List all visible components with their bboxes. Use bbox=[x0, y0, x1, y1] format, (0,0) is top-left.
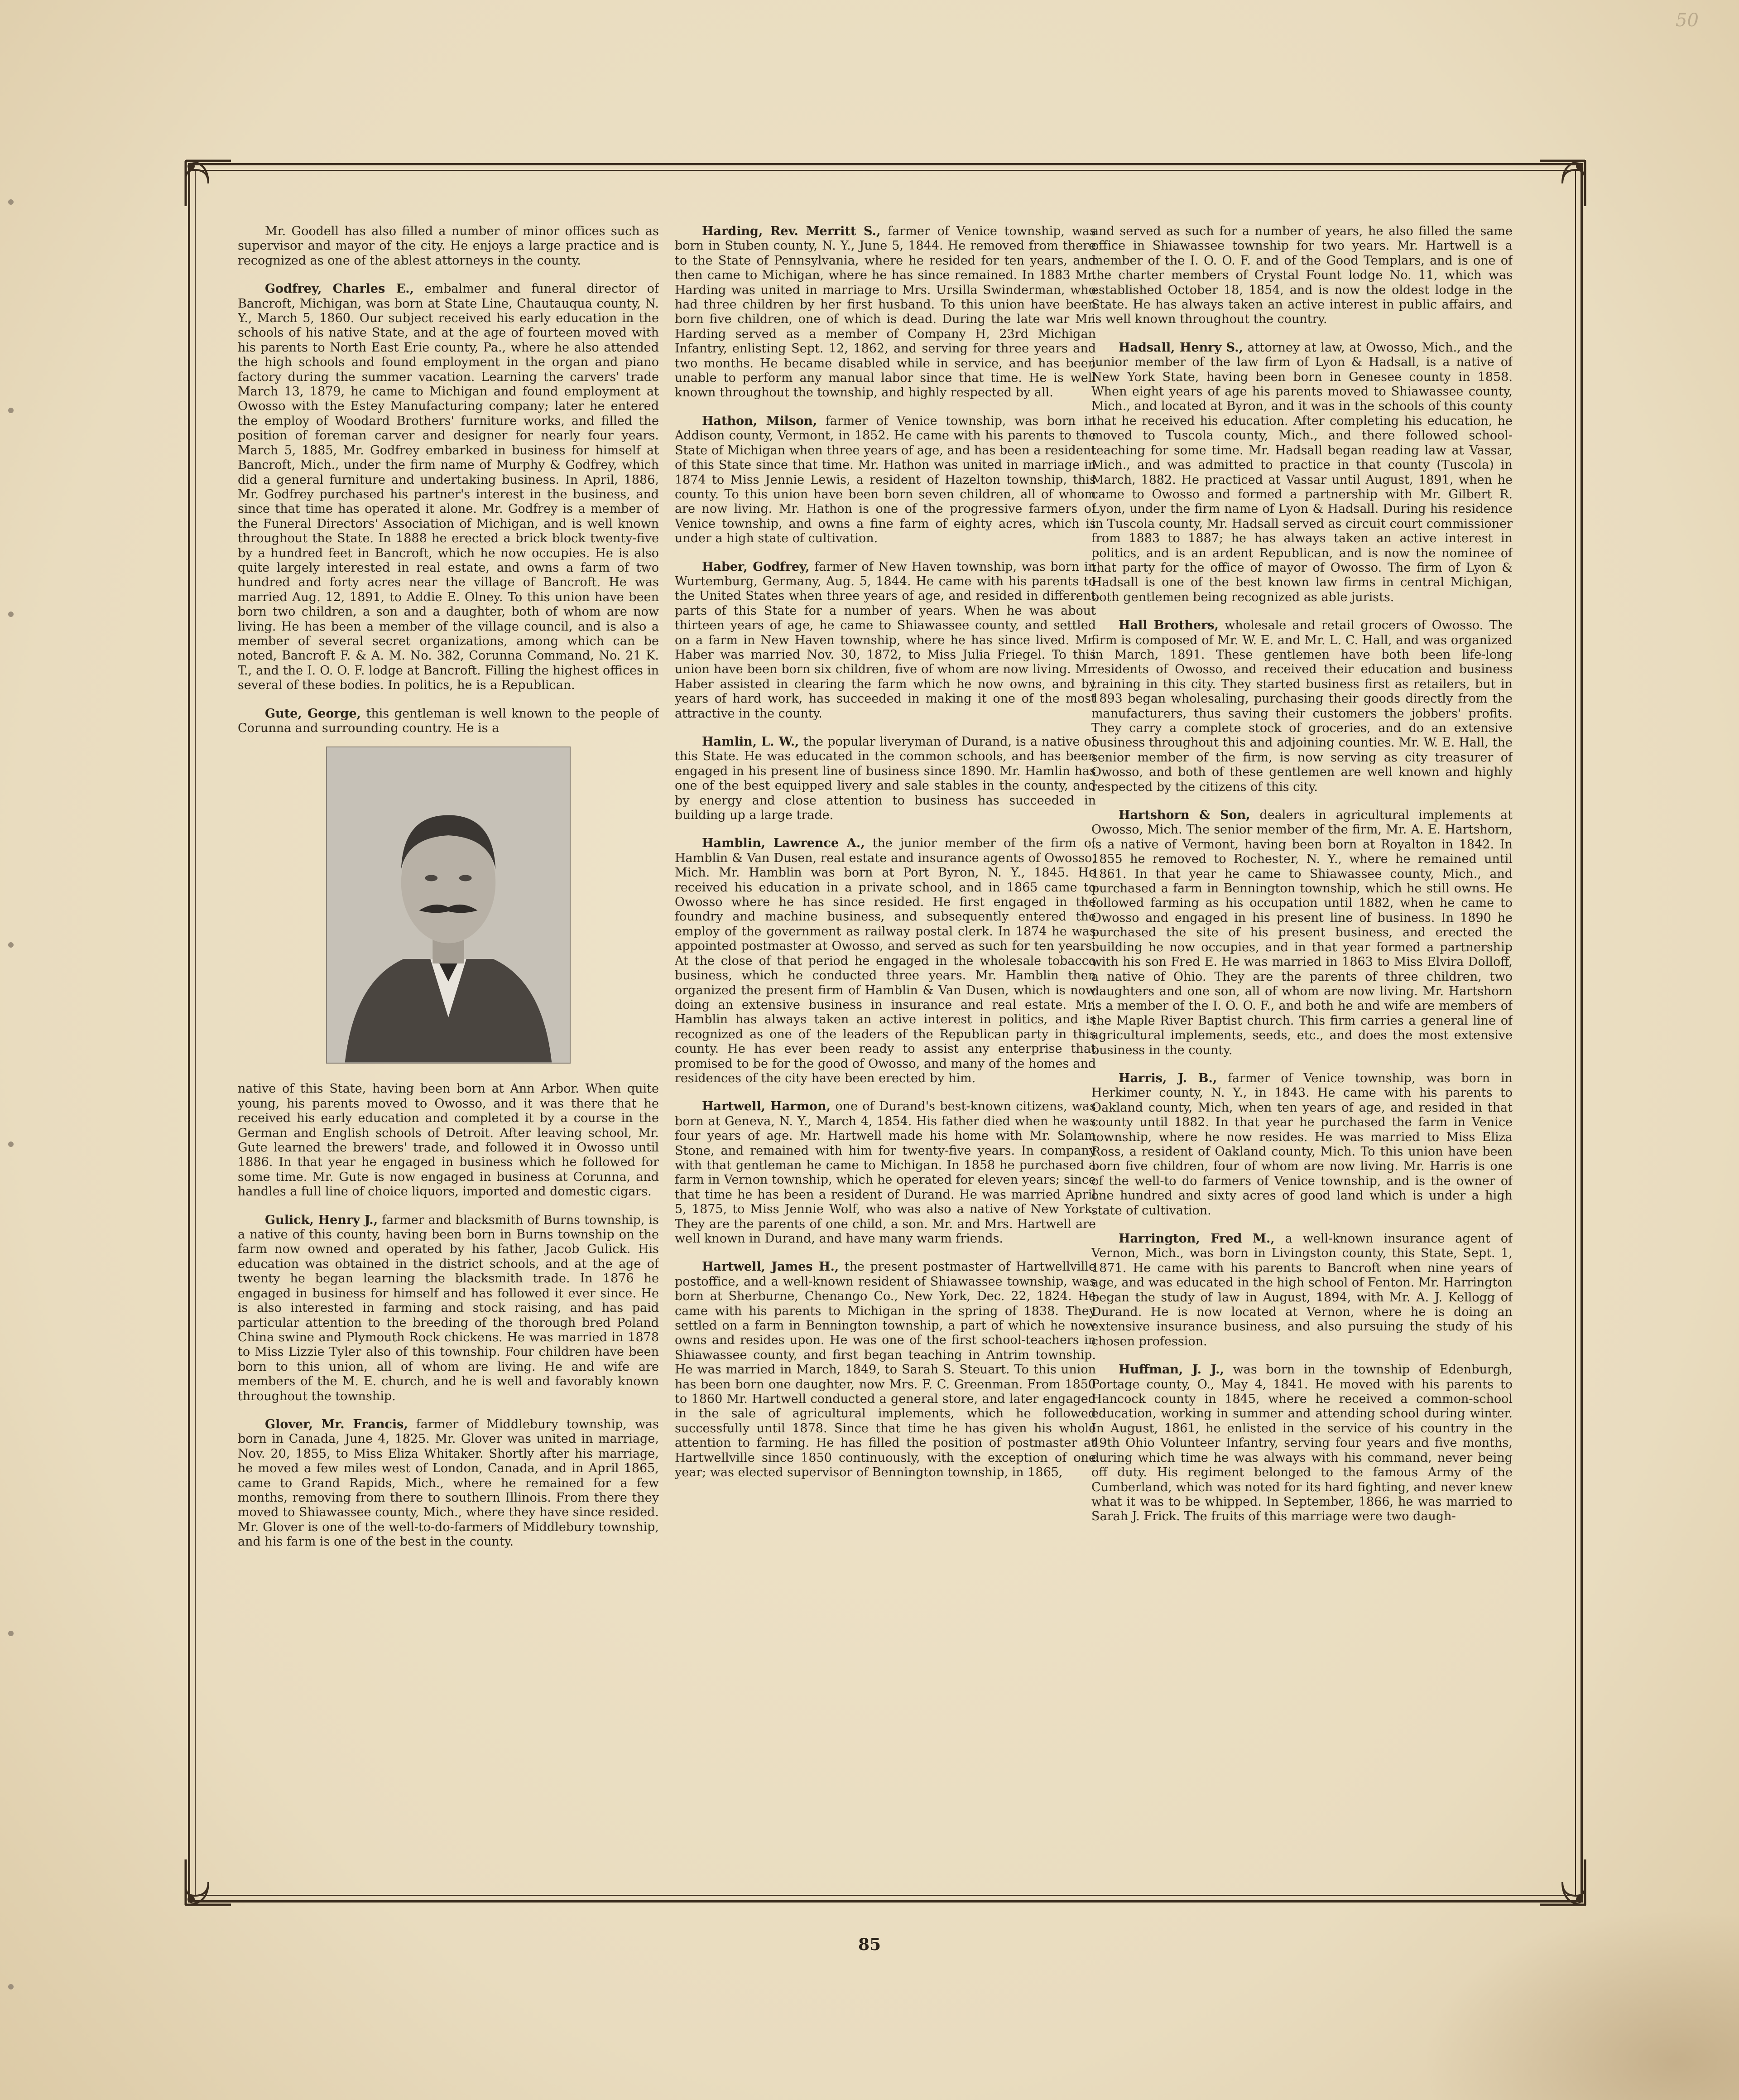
biography-entry bbox=[238, 1213, 659, 1404]
binding-hole bbox=[8, 199, 14, 205]
biography-entry bbox=[1091, 1071, 1513, 1218]
corner-ornament-icon bbox=[1535, 1855, 1590, 1909]
entry-name: Hamblin, Lawrence A., bbox=[702, 836, 865, 851]
entry-name: Gute, George, bbox=[265, 706, 361, 721]
entry-name: Godfrey, Charles E., bbox=[265, 282, 414, 296]
biography-entry bbox=[675, 735, 1096, 823]
corner-ornament-icon bbox=[181, 156, 235, 211]
entry-text: this gentleman is well known to the people of Corunna and surrounding country. He is a bbox=[238, 706, 659, 735]
continued-paragraph: native of this State, having been born at Ann Arbor. When quite young, his parents moved to Owosso, and it was there that he received his early education and completed it by a course in the German and English schools of Detroit. After leaving school, Mr. Gute learned the brewers' trade, and followed it in Owosso until 1886. In that year he engaged in business which he followed for some time. Mr. Gute is now engaged in business at Corunna, and handles a full line of choice liquors, imported and domestic cigars. bbox=[238, 1082, 659, 1199]
entry-name: Hathon, Milson, bbox=[702, 414, 817, 428]
entry-text: farmer of Venice township, was born in Addison county, Vermont, in 1852. He came with his parents to the State of Michigan when three years of age, and has been a resident of this State since that time. Mr. Hathon was united in marriage in 1874 to Miss Jennie Lewis, a resident of Hazelton township, this county. To this union have been born seven children, all of whom are now living. Mr. Hathon is one of the progressive farmers of Venice township, and owns a fine farm of eighty acres, which is under a high state of cultivation. bbox=[675, 414, 1096, 546]
biography-entry bbox=[675, 224, 1096, 400]
entry-text: farmer of New Haven township, was born in Wurtemburg, Germany, Aug. 5, 1844. He came with his parents to the United States when three years of age, and resided in different parts of this State for a number of years. When he was about thirteen years of age, he came to Shiawassee county, and settled on a farm in New Haven township, where he has since lived. Mr. Haber was married Nov. 30, 1872, to Miss Julia Friegel. To this union have been born six children, five of whom are now living. Mr. Haber assisted in clearing the farm which he now owns, and by years of hard work, has succeeded in making it one of the most attractive in the county. bbox=[675, 559, 1096, 721]
biography-entry bbox=[675, 414, 1096, 546]
binding-hole bbox=[8, 942, 14, 948]
entry-text: was born in the township of Edenburgh, Portage county, O., May 4, 1841. He moved with his parents to Hancock county in 1845, where he received a common-school education, working in summer and attending school during winter. In August, 1861, he enlisted in the service of his country in the 49th Ohio Volunteer Infantry, serving four years and five months, during which time he was always with his command, never being off duty. His regiment belonged to the famous Army of the Cumberland, which was noted for its hard fighting, and never knew what it was to be whipped. In September, 1866, he was married to Sarah J. Frick. The fruits of this marriage were two daugh- bbox=[1091, 1363, 1513, 1524]
entry-name: Hartwell, Harmon, bbox=[702, 1099, 831, 1114]
biography-entry bbox=[675, 836, 1096, 1086]
page-number: 85 bbox=[858, 1935, 881, 1954]
entry-name: Hall Brothers, bbox=[1119, 618, 1219, 633]
continued-paragraph: and served as such for a number of years, he also filled the same office in Shiawassee township for two years. Mr. Hartwell is a member of the I. O. O. F. and of the Good Templars, and is one of the charter members of Crystal Fount lodge No. 11, which was established October 18, 1854, and is now the oldest lodge in the State. He has always taken an active interest in public affairs, and is well known throughout the country. bbox=[1091, 224, 1513, 327]
biography-entry bbox=[238, 1417, 659, 1550]
entry-text: embalmer and funeral director of Bancroft, Michigan, was born at State Line, Chautauqua county, N. Y., March 5, 1860. Our subject received his early education in the schools of his native State, and at the age of fourteen moved with his parents to North East Erie county, Pa., where he also attended the high schools and found employment in the organ and piano factory during the summer vacation. Learning the carvers' trade March 13, 1879, he came to Michigan and found employment at Owosso with the Estey Manufacturing company; later he entered the employ of Woodard Brothers' furniture works, and filled the position of foreman carver and designer for nearly four years. March 5, 1885, Mr. Godfrey embarked in business for himself at Bancroft, Mich., under the firm name of Murphy & Godfrey, which did a general furniture and undertaking business. In April, 1886, Mr. Godfrey purchased his partner's interest in the business, and since that time has operated it alone. Mr. Godfrey is a member of the Funeral Directors' Association of Michigan, and is well known throughout the State. In 1888 he erected a brick block twenty-five by a hundred feet in Bancroft, which he now occupies. He is also quite largely interested in real estate, and owns a farm of two hundred and forty acres near the village of Bancroft. He was married Aug. 12, 1891, to Addie E. Olney. To this union have been born two children, a son and a daughter, both of whom are now living. He has been a member of the village council, and is also a member of several secret organizations, among which can be noted, Bancroft F. & A. M. No. 382, Corunna Command, No. 21 K. T., and the I. O. O. F. lodge at Bancroft. Filling the highest offices in several of these bodies. In politics, he is a Republican. bbox=[238, 282, 659, 693]
entry-text: the junior member of the firm of Hamblin & Van Dusen, real estate and insurance agents of Owosso, Mich. Mr. Hamblin was born at Port Byron, N. Y., 1845. He received his education in a private school, and in 1865 came to Owosso where he has since resided. He first engaged in the foundry and machine business, and subsequently entered the employ of the government as railway postal clerk. In 1874 he was appointed postmaster at Owosso, and served as such for ten years. At the close of that period he engaged in the wholesale tobacco business, which he conducted three years. Mr. Hamblin then organized the present firm of Hamblin & Van Dusen, which is now doing an extensive business in insurance and real estate. Mr. Hamblin has always taken an active interest in politics, and is recognized as one of the leaders of the Republican party in this county. He has ever been ready to assist any enterprise that promised to be for the good of Owosso, and many of the homes and residences of the city have been erected by him. bbox=[675, 836, 1096, 1085]
entry-text: farmer of Middlebury township, was born in Canada, June 4, 1825. Mr. Glover was united in marriage, Nov. 20, 1855, to Miss Eliza Whitaker. Shortly after his marriage, he moved a few miles west of London, Canada, and in April 1865, came to Grand Rapids, Mich., where he remained for a few months, removing from there to southern Illinois. From there they moved to Shiawassee county, Mich., where they have since resided. Mr. Glover is one of the well-to-do-farmers of Middlebury township, and his farm is one of the best in the county. bbox=[238, 1417, 659, 1549]
entry-text: a well-known insurance agent of Vernon, Mich., was born in Livingston county, this State, Sept. 1, 1871. He came with his parents to Bancroft when nine years of age, and was educated in the high school of Fenton. Mr. Harrington began the study of law in August, 1894, with Mr. A. J. Kellogg of Durand. He is now located at Vernon, where he is doing an extensive insurance business, and also pursuing the study of his chosen profession. bbox=[1091, 1232, 1513, 1349]
binding-hole bbox=[8, 1142, 14, 1147]
binding-hole bbox=[8, 1984, 14, 1989]
entry-text: farmer of Venice township, was born in Stuben county, N. Y., June 5, 1844. He removed from there to the State of Pennsylvania, where he resided for ten years, and then came to Michigan, where he has since remained. In 1883 Mr. Harding was united in marriage to Mrs. Ursilla Swinderman, who had three children by her first husband. To this union have been born five children, one of which is dead. During the late war Mr. Harding served as a member of Company H, 23rd Michigan Infantry, enlisting Sept. 12, 1862, and serving for three years and two months. He became disabled while in service, and has been unable to perform any manual labor since that time. He is well known throughout the township, and highly respected by all. bbox=[675, 224, 1096, 400]
entry-text: farmer and blacksmith of Burns township, is a native of this county, having been born in Burns township on the farm now owned and operated by his father, Jacob Gulick. His education was obtained in the district schools, and at the age of twenty he began learning the blacksmith trade. In 1876 he engaged in business for himself and has followed it ever since. He is also interested in farming and stock raising, and has paid particular attention to the breeding of the thorough bred Poland China swine and Plymouth Rock chickens. He was married in 1878 to Miss Lizzie Tyler also of this township. Four children have been born to this union, all of whom are living. He and wife are members of the M. E. church, and he is well and favorably known throughout the township. bbox=[238, 1213, 659, 1403]
text-column-right bbox=[1091, 224, 1513, 1869]
text-column-left bbox=[238, 224, 659, 1869]
entry-text: dealers in agricultural implements at Owosso, Mich. The senior member of the firm, Mr. A. E. Hartshorn, is a native of Vermont, having been born at Royalton in 1842. In 1855 he removed to Rochester, N. Y., where he remained until 1861. In that year he came to Shiawassee county, Mich., and purchased a farm in Bennington township, which he still owns. He followed farming as his occupation until 1882, when he came to Owosso and engaged in his present line of business. In 1890 he purchased the site of his present business, and erected the building he now occupies, and in that year formed a partnership with his son Fred E. He was married in 1863 to Miss Elvira Dolloff, a native of Ohio. They are the parents of three children, two daughters and one son, all of whom are now living. Mr. Hartshorn is a member of the I. O. O. F., and both he and wife are members of the Maple River Baptist church. This firm carries a general line of agricultural implements, seeds, etc., and does the most extensive business in the county. bbox=[1091, 808, 1513, 1057]
entry-name: Gulick, Henry J., bbox=[265, 1213, 378, 1227]
binding-hole bbox=[8, 612, 14, 617]
pencil-page-note: 50 bbox=[1676, 10, 1699, 31]
entry-name: Harris, J. B., bbox=[1119, 1071, 1217, 1085]
entry-text: one of Durand's best-known citizens, was born at Geneva, N. Y., March 4, 1854. His father died when he was four years of age. Mr. Hartwell made his home with Mr. Solam Stone, and remained with him for twenty-five years. In company with that gentleman he came to Michigan. In 1858 he purchased a farm in Vernon township, which he operated for eleven years; since that time he has been a resident of Durand. He was married April 5, 1875, to Miss Jennie Wolf, who was also a native of New York. They are the parents of one child, a son. Mr. and Mrs. Hartwell are well known in Durand, and have many warm friends. bbox=[675, 1099, 1096, 1246]
biography-entry bbox=[675, 1260, 1096, 1480]
binding-hole bbox=[8, 408, 14, 413]
entry-name: Glover, Mr. Francis, bbox=[265, 1417, 408, 1431]
biography-entry bbox=[238, 282, 659, 693]
continued-paragraph: Mr. Goodell has also filled a number of minor offices such as supervisor and mayor of the city. He enjoys a large practice and is recognized as one of the ablest attorneys in the county. bbox=[238, 224, 659, 268]
entry-name: Hadsall, Henry S., bbox=[1119, 340, 1244, 355]
biography-entry bbox=[238, 707, 659, 736]
entry-name: Harding, Rev. Merritt S., bbox=[702, 224, 881, 238]
corner-ornament-icon bbox=[1535, 156, 1590, 211]
entry-name: Hartwell, James H., bbox=[702, 1260, 839, 1274]
biography-entry bbox=[1091, 808, 1513, 1058]
biography-entry bbox=[1091, 1232, 1513, 1349]
portrait-photo bbox=[326, 747, 571, 1064]
biography-entry bbox=[675, 1099, 1096, 1246]
entry-text: the present postmaster of Hartwellville postoffice, and a well-known resident of Shiawassee township, was born at Sherburne, Chenango Co., New York, Dec. 22, 1824. He came with his parents to Michigan in the spring of 1838. They settled on a farm in Bennington township, a part of which he now owns and resides upon. He was one of the first school-teachers in Shiawassee county, and first began teaching in Antrim township. He was married in March, 1849, to Sarah S. Steuart. To this union has been born one daughter, now Mrs. F. C. Greenman. From 1850 to 1860 Mr. Hartwell conducted a general store, and later engaged in the sale of agricultural implements, which he followed successfully until 1878. Since that time he has given his whole attention to farming. He has filled the position of postmaster at Hartwellville since 1850 continuously, with the exception of one year; was elected supervisor of Bennington township, in 1865, bbox=[675, 1260, 1096, 1480]
paper-stain bbox=[1422, 1910, 1739, 2100]
entry-text: farmer of Venice township, was born in Herkimer county, N. Y., in 1843. He came with his parents to Oakland county, Mich, when ten years of age, and resided in that county until 1882. In that year he purchased the farm in Venice township, where he now resides. He was married to Miss Eliza Ross, a resident of Oakland county, Mich. To this union have been born five children, four of whom are now living. Mr. Harris is one of the well-to do farmers of Venice township, and is the owner of one hundred and sixty acres of good land which is under a high state of cultivation. bbox=[1091, 1071, 1513, 1218]
entry-text: wholesale and retail grocers of Owosso. The firm is composed of Mr. W. E. and Mr. L. C. Hall, and was organized in March, 1891. These gentlemen have both been life-long residents of Owosso, and received their education and business training in this city. They started business first as retailers, but in 1893 began wholesaling, purchasing their goods directly from the manufacturers, thus saving their customers the jobbers' profits. They carry a complete stock of groceries, and do an extensive business throughout this and adjoining counties. Mr. W. E. Hall, the senior member of the firm, is now serving as city treasurer of Owosso, and both of these gentlemen are well known and highly respected by the citizens of this city. bbox=[1091, 618, 1513, 794]
binding-hole bbox=[8, 1631, 14, 1636]
entry-name: Huffman, J. J., bbox=[1119, 1363, 1224, 1377]
entry-name: Hamlin, L. W., bbox=[702, 735, 799, 749]
biography-entry bbox=[1091, 618, 1513, 795]
entry-name: Harrington, Fred M., bbox=[1119, 1232, 1275, 1246]
entry-text: attorney at law, at Owosso, Mich., and the junior member of the law firm of Lyon & Hadsall, is a native of New York State, having been born in Genesee county in 1858. When eight years of age his parents moved to Shiawassee county, Mich., and located at Byron, and it was in the schools of this county that he received his education. After completing his education, he moved to Tuscola county, Mich., and there followed school-teaching for some time. Mr. Hadsall began reading law at Vassar, Mich., and was admitted to practice in that county (Tuscola) in March, 1882. He practiced at Vassar until August, 1891, when he came to Owosso and formed a partnership with Mr. Gilbert R. Lyon, under the firm name of Lyon & Hadsall. During his residence in Tuscola county, Mr. Hadsall served as circuit court commissioner from 1883 to 1887; he has always taken an active interest in politics, and is an ardent Republican, and is now the nominee of that party for the office of mayor of Owosso. The firm of Lyon & Hadsall is one of the best known law firms in central Michigan, both gentlemen being recognized as able jurists. bbox=[1091, 340, 1513, 604]
biography-entry bbox=[1091, 341, 1513, 605]
corner-ornament-icon bbox=[181, 1855, 235, 1909]
biography-entry bbox=[1091, 1363, 1513, 1524]
text-column-middle bbox=[675, 224, 1096, 1869]
entry-name: Haber, Godfrey, bbox=[702, 559, 810, 574]
biography-entry bbox=[675, 560, 1096, 721]
entry-name: Hartshorn & Son, bbox=[1119, 808, 1250, 823]
entry-text: the popular liveryman of Durand, is a native of this State. He was educated in the common schools, and has been engaged in his present line of business since 1890. Mr. Hamlin has one of the best equipped livery and sale stables in the county, and by energy and close attention to business has succeeded in building up a large trade. bbox=[675, 735, 1096, 823]
